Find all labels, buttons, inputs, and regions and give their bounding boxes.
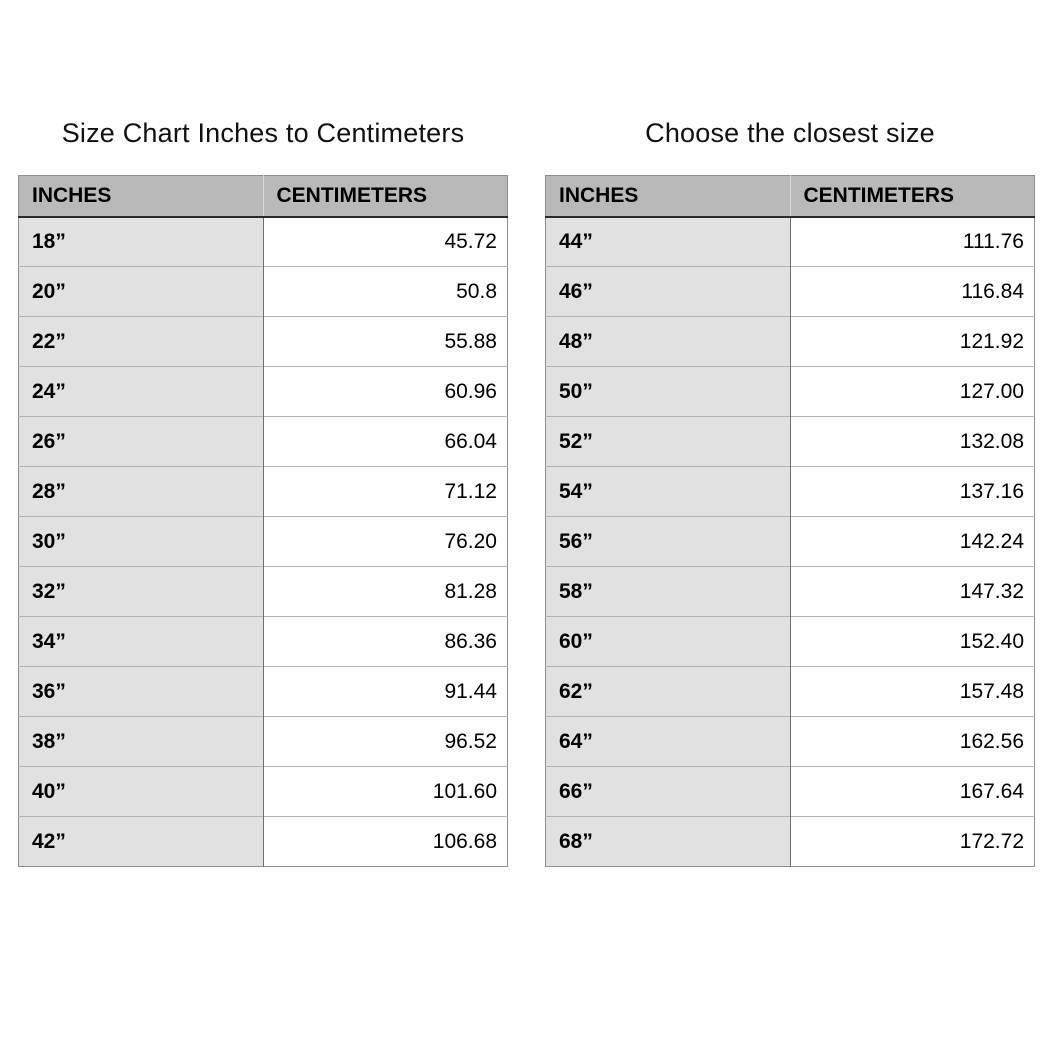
- right-centimeters-column-header: CENTIMETERS: [790, 176, 1035, 217]
- table-row: [19, 417, 508, 467]
- inches-value-cell: 34”: [19, 617, 264, 667]
- table-row: [19, 367, 508, 417]
- centimeters-value-cell: 91.44: [263, 667, 508, 717]
- table-row: [19, 667, 508, 717]
- table-row: [19, 317, 508, 367]
- inches-value-cell: 58”: [546, 567, 791, 617]
- inches-value-cell: 30”: [19, 517, 264, 567]
- centimeters-value-cell: 162.56: [790, 717, 1035, 767]
- centimeters-value-cell: 96.52: [263, 717, 508, 767]
- inches-value-cell: 54”: [546, 467, 791, 517]
- inches-value-cell: 36”: [19, 667, 264, 717]
- table-row: [19, 817, 508, 867]
- centimeters-value-cell: 137.16: [790, 467, 1035, 517]
- inches-value-cell: 56”: [546, 517, 791, 567]
- tables-container: [18, 117, 1035, 867]
- centimeters-value-cell: 55.88: [263, 317, 508, 367]
- centimeters-value-cell: 81.28: [263, 567, 508, 617]
- left-centimeters-column-header: CENTIMETERS: [263, 176, 508, 217]
- inches-value-cell: 22”: [19, 317, 264, 367]
- centimeters-value-cell: 86.36: [263, 617, 508, 667]
- inches-value-cell: 26”: [19, 417, 264, 467]
- centimeters-value-cell: 66.04: [263, 417, 508, 467]
- centimeters-value-cell: 127.00: [790, 367, 1035, 417]
- table-row: [546, 817, 1035, 867]
- centimeters-value-cell: 132.08: [790, 417, 1035, 467]
- inches-value-cell: 64”: [546, 717, 791, 767]
- size-chart-section-left: [18, 117, 508, 867]
- centimeters-value-cell: 157.48: [790, 667, 1035, 717]
- table-row: [19, 617, 508, 667]
- centimeters-value-cell: 167.64: [790, 767, 1035, 817]
- table-row: [19, 217, 508, 267]
- centimeters-value-cell: 116.84: [790, 267, 1035, 317]
- table-row: [546, 767, 1035, 817]
- left-table-header-row: [19, 176, 508, 217]
- centimeters-value-cell: 142.24: [790, 517, 1035, 567]
- table-row: [546, 617, 1035, 667]
- left-table-body: [19, 217, 508, 867]
- table-row: [546, 217, 1035, 267]
- centimeters-value-cell: 172.72: [790, 817, 1035, 867]
- right-inches-column-header: INCHES: [546, 176, 791, 217]
- inches-value-cell: 38”: [19, 717, 264, 767]
- centimeters-value-cell: 152.40: [790, 617, 1035, 667]
- centimeters-value-cell: 121.92: [790, 317, 1035, 367]
- centimeters-value-cell: 50.8: [263, 267, 508, 317]
- centimeters-value-cell: 111.76: [790, 217, 1035, 267]
- table-row: [19, 517, 508, 567]
- centimeters-value-cell: 60.96: [263, 367, 508, 417]
- table-row: [19, 467, 508, 517]
- inches-value-cell: 24”: [19, 367, 264, 417]
- centimeters-value-cell: 45.72: [263, 217, 508, 267]
- centimeters-value-cell: 76.20: [263, 517, 508, 567]
- left-inches-column-header: INCHES: [19, 176, 264, 217]
- centimeters-value-cell: 101.60: [263, 767, 508, 817]
- inches-value-cell: 66”: [546, 767, 791, 817]
- table-row: [546, 667, 1035, 717]
- inches-value-cell: 40”: [19, 767, 264, 817]
- table-row: [546, 367, 1035, 417]
- table-row: [546, 417, 1035, 467]
- table-row: [19, 717, 508, 767]
- centimeters-value-cell: 106.68: [263, 817, 508, 867]
- inches-value-cell: 62”: [546, 667, 791, 717]
- table-row: [546, 717, 1035, 767]
- right-table-title: Choose the closest size: [645, 118, 935, 148]
- inches-value-cell: 42”: [19, 817, 264, 867]
- left-table-title: Size Chart Inches to Centimeters: [61, 118, 465, 148]
- right-table-header-row: [546, 176, 1035, 217]
- inches-value-cell: 68”: [546, 817, 791, 867]
- inches-value-cell: 50”: [546, 367, 791, 417]
- inches-value-cell: 28”: [19, 467, 264, 517]
- centimeters-value-cell: 71.12: [263, 467, 508, 517]
- table-row: [19, 567, 508, 617]
- inches-value-cell: 48”: [546, 317, 791, 367]
- right-table-body: [546, 217, 1035, 867]
- table-row: [19, 767, 508, 817]
- inches-value-cell: 18”: [19, 217, 264, 267]
- table-row: [546, 517, 1035, 567]
- inches-value-cell: 52”: [546, 417, 791, 467]
- table-row: [546, 567, 1035, 617]
- inches-to-cm-table-44-68: [545, 175, 1035, 867]
- table-row: [546, 267, 1035, 317]
- inches-to-cm-table-18-42: [18, 175, 508, 867]
- inches-value-cell: 32”: [19, 567, 264, 617]
- table-row: [546, 467, 1035, 517]
- table-row: [546, 317, 1035, 367]
- inches-value-cell: 44”: [546, 217, 791, 267]
- inches-value-cell: 46”: [546, 267, 791, 317]
- inches-value-cell: 60”: [546, 617, 791, 667]
- inches-value-cell: 20”: [19, 267, 264, 317]
- size-chart-section-right: [545, 117, 1035, 867]
- table-row: [19, 267, 508, 317]
- centimeters-value-cell: 147.32: [790, 567, 1035, 617]
